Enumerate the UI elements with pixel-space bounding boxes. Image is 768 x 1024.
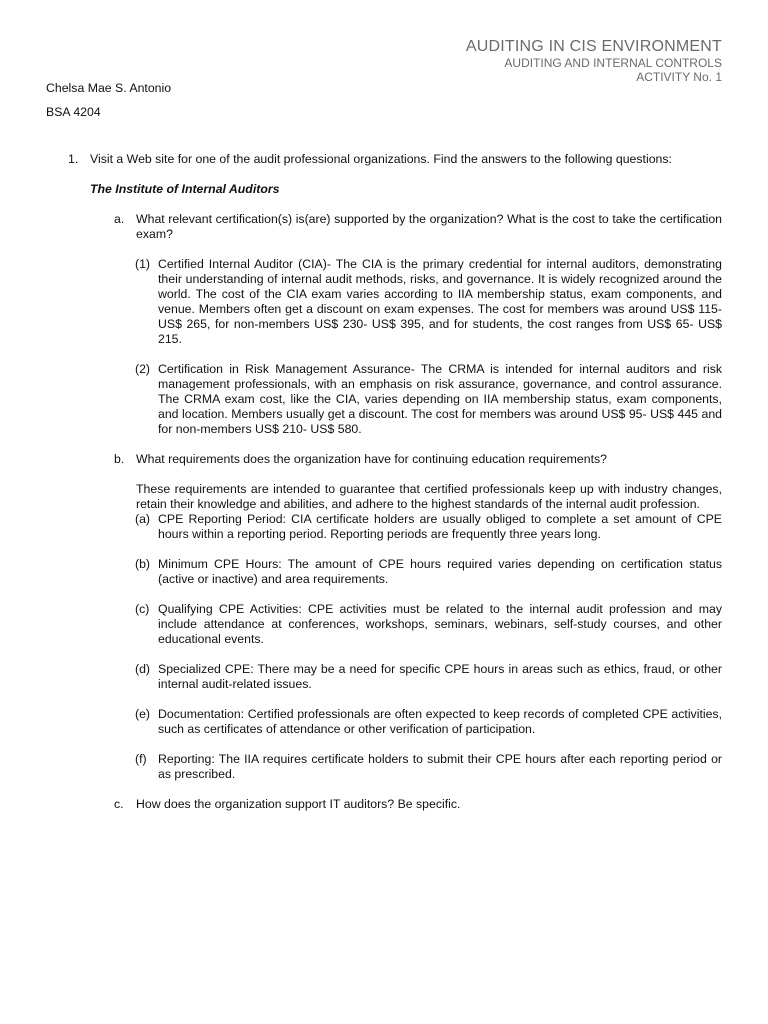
question-1 xyxy=(46,152,722,167)
question-1-text: Visit a Web site for one of the audit professional organizations. Find the answers to the following questions: xyxy=(90,152,672,166)
part-b-item-text: Specialized CPE: There may be a need for specific CPE hours in areas such as ethics, fraud, or other internal audit-related issues. xyxy=(158,662,722,691)
part-b-item xyxy=(135,602,722,647)
document-header xyxy=(466,38,722,84)
part-a-label: a. xyxy=(114,212,125,226)
part-b-item-label: (b) xyxy=(135,557,151,571)
part-c-label: c. xyxy=(114,797,124,811)
part-b-item-text: Qualifying CPE Activities: CPE activities must be related to the internal audit profession and may include attendance at conferences, workshops, seminars, webinars, self-study courses, and other educational events. xyxy=(158,602,722,646)
part-b-item-label: (f) xyxy=(135,752,147,766)
part-b-item-label: (e) xyxy=(135,707,151,721)
document-body xyxy=(46,152,722,812)
part-b-item-label: (a) xyxy=(135,512,151,526)
organization-heading: The Institute of Internal Auditors xyxy=(90,182,280,196)
part-b-item xyxy=(135,662,722,692)
part-b-text: What requirements does the organization have for continuing education requirements? xyxy=(136,452,607,466)
part-a-item-label: (2) xyxy=(135,362,151,376)
author-section: BSA 4204 xyxy=(46,105,101,119)
part-a-item-text: Certified Internal Auditor (CIA)- The CIA is the primary credential for internal auditors, demonstrating their understanding of internal audit methods, risks, and governance. It is widely recognized around the world. The cost of the CIA exam varies according to IIA membership status, exam components, and venue. Members often get a discount on exam expenses. The cost for members was around US$ 115- US$ 265, for non-members US$ 230- US$ 395, and for students, the cost ranges from US$ 65- US$ 215. xyxy=(158,257,722,346)
part-b-item xyxy=(135,707,722,737)
part-b-item xyxy=(135,557,722,587)
author-block xyxy=(46,81,171,129)
part-b-item-text: Reporting: The IIA requires certificate holders to submit their CPE hours after each reporting period or as prescribed. xyxy=(158,752,722,781)
part-b-item-text: Minimum CPE Hours: The amount of CPE hours required varies depending on certification status (active or inactive) and area requirements. xyxy=(158,557,722,586)
part-b-item-label: (c) xyxy=(135,602,150,616)
author-name: Chelsa Mae S. Antonio xyxy=(46,81,172,95)
part-b-question xyxy=(114,452,722,467)
part-b-item xyxy=(135,752,722,782)
part-a-text: What relevant certification(s) is(are) supported by the organization? What is the cost to take the certification exam? xyxy=(136,212,722,241)
part-a-item xyxy=(135,257,722,347)
part-a-item-text: Certification in Risk Management Assurance- The CRMA is intended for internal auditors and risk management professionals, with an emphasis on risk assurance, governance, and control assurance. The CRMA exam cost, like the CIA, varies depending on IIA membership status, exam components, and location. Members usually get a discount. The cost for members was around US$ 95- US$ 445 and for non-members US$ 210- US$ 580. xyxy=(158,362,722,436)
part-b-label: b. xyxy=(114,452,125,466)
part-b-item-text: Documentation: Certified professionals are often expected to keep records of completed CPE activities, such as certificates of attendance or other verification of participation. xyxy=(158,707,722,736)
part-c-question xyxy=(114,797,722,812)
part-b-item-label: (d) xyxy=(135,662,151,676)
part-b-intro: These requirements are intended to guarantee that certified professionals keep up with industry changes, retain their knowledge and abilities, and adhere to the highest standards of the internal audit profession. xyxy=(136,482,722,511)
course-subtitle: AUDITING AND INTERNAL CONTROLS xyxy=(504,56,722,70)
activity-number: ACTIVITY No. 1 xyxy=(636,70,722,84)
part-a-item xyxy=(135,362,722,437)
part-a-item-label: (1) xyxy=(135,257,151,271)
question-1-number: 1. xyxy=(68,152,79,166)
part-c-text: How does the organization support IT auditors? Be specific. xyxy=(136,797,461,811)
part-b-item-text: CPE Reporting Period: CIA certificate holders are usually obliged to complete a set amount of CPE hours within a reporting period. Reporting periods are frequently three years long. xyxy=(158,512,722,541)
part-a-question xyxy=(114,212,722,242)
course-title: AUDITING IN CIS ENVIRONMENT xyxy=(465,38,722,55)
part-b-item xyxy=(135,512,722,542)
